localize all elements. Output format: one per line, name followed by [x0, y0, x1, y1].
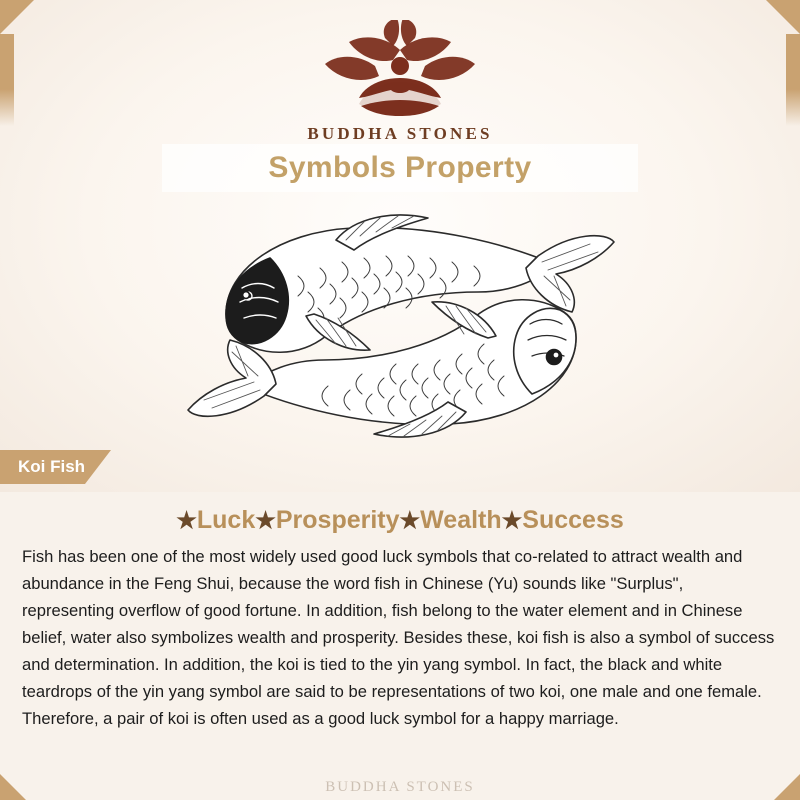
corner-accent-top-left: [0, 0, 34, 34]
description-section: [0, 492, 800, 800]
ribbon-tail-shape: [85, 450, 111, 484]
corner-accent-bottom-right: [774, 774, 800, 800]
slogan-word-success: Success: [522, 506, 624, 534]
star-icon: ★: [399, 507, 421, 533]
edge-accent-right: [786, 34, 800, 126]
slogan-line: [22, 506, 778, 535]
slogan-word-wealth: Wealth: [420, 506, 502, 534]
star-icon: ★: [176, 507, 197, 533]
watermark-text: BUDDHA STONES: [325, 779, 475, 795]
corner-accent-bottom-left: [0, 774, 26, 800]
edge-accent-left: [0, 34, 14, 126]
lotus-meditation-icon: [315, 20, 485, 118]
two-koi-fish-yin-yang-illustration: [186, 196, 616, 456]
brand-logo: [0, 20, 800, 144]
star-icon: ★: [501, 507, 523, 533]
slogan-word-luck: Luck: [196, 506, 256, 534]
star-icon: ★: [255, 507, 276, 533]
description-paragraph: Fish has been one of the most widely used good luck symbols that co-related to attract wealth and abundance in the Feng Shui, because the word fish in Chinese (Yu) sounds like "Surplus", representing overflow of good fortune. In addition, fish belong to the water element and in Chinese belief, water also symbolizes wealth and prosperity. Besides these, koi fish is also a symbol of success and determination. In addition, the koi is tied to the yin yang symbol. In fact, the black and white teardrops of the yin yang symbol are said to be representations of two koi, one male and one female. Therefore, a pair of koi is often used as a good luck symbol for a happy marriage.: [22, 547, 775, 729]
brand-name: BUDDHA STONES: [307, 124, 493, 143]
slogan-word-prosperity: Prosperity: [275, 506, 400, 534]
artwork-label-text: Koi Fish: [0, 450, 85, 484]
corner-accent-top-right: [766, 0, 800, 34]
page-title: Symbols Property: [268, 151, 532, 184]
section-title-banner: [162, 144, 638, 192]
artwork-label-ribbon: [0, 450, 272, 484]
